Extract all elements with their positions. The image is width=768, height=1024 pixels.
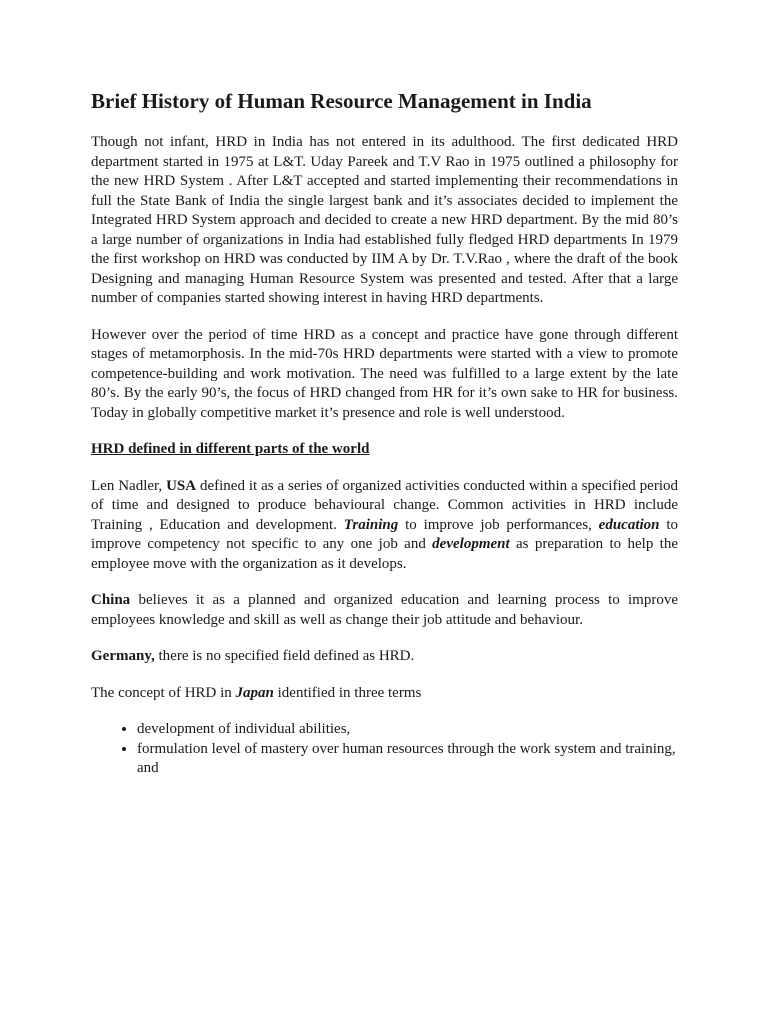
germany-definition-paragraph	[91, 647, 678, 667]
usa-text-1: Len Nadler,	[91, 477, 167, 494]
page-title: Brief History of Human Resource Management in India	[91, 89, 592, 113]
japan-text-1: The concept of HRD in	[91, 684, 236, 701]
section-heading: HRD defined in different parts of the world	[91, 441, 370, 458]
usa-country: USA	[166, 477, 197, 494]
usa-text-4: to improve competency not specific to any one job and	[91, 516, 679, 553]
list-item: • development of individual abilities,	[137, 720, 678, 740]
usa-text-5: as preparation to help the employee move with the organization as it develops.	[91, 536, 678, 572]
china-country: China	[91, 592, 131, 609]
japan-country: Japan	[235, 684, 274, 701]
usa-definition-paragraph	[91, 477, 678, 575]
japan-intro-paragraph	[91, 684, 678, 704]
list-item: • formulation level of mastery over human resources through the work system and training, and	[137, 740, 678, 779]
usa-text-3: to improve job performances,	[398, 516, 599, 533]
education-term: education	[598, 516, 660, 533]
history-paragraph-2: However over the period of time HRD as a concept and practice have gone through different stages of metamorphosis. In the mid-70s HRD departments were started with a view to promote competence-building and work motivation. The need was fulfilled to a large extent by the late 80’s. By the early 90’s, the focus of HRD changed from HR for it’s own sake to HR for business. Today in globally competitive market it’s presence and role is well understood.	[91, 326, 678, 421]
germany-country: Germany,	[91, 648, 155, 665]
china-text: believes it as a planned and organized education and learning process to improve employees knowledge and skill as well as change their job attitude and behaviour.	[91, 592, 678, 628]
development-term: development	[432, 536, 510, 553]
training-term: Training	[343, 516, 399, 533]
china-definition-paragraph	[91, 591, 678, 630]
japan-terms-list	[91, 720, 678, 779]
history-paragraph-1: Though not infant, HRD in India has not entered in its adulthood. The first dedicated HRD department started in 1975 at L&T. Uday Pareek and T.V Rao in 1975 outlined a philosophy for the new HRD System . After L&T accepted and started implementing their recommendations in full the State Bank of India the single largest bank and it’s associates decided to implement the Integrated HRD System approach and decided to create a new HRD department. By the mid 80’s a large number of organizations in India had established fully fledged HRD departments In 1979 the first workshop on HRD was conducted by IIM A by Dr. T.V.Rao , where the draft of the book Designing and managing Human Resource System was presented and tested. After that a large number of companies started showing interest in having HRD departments.	[91, 134, 678, 307]
germany-text: there is no specified field defined as HRD.	[154, 648, 415, 665]
usa-text-2: defined it as a series of organized activities conducted within a specified period of time and designed to produce behavioural change. Common activities in HRD include Training , Education and development.	[91, 477, 678, 533]
document-page	[91, 88, 678, 779]
japan-text-2: identified in three terms	[273, 684, 422, 701]
